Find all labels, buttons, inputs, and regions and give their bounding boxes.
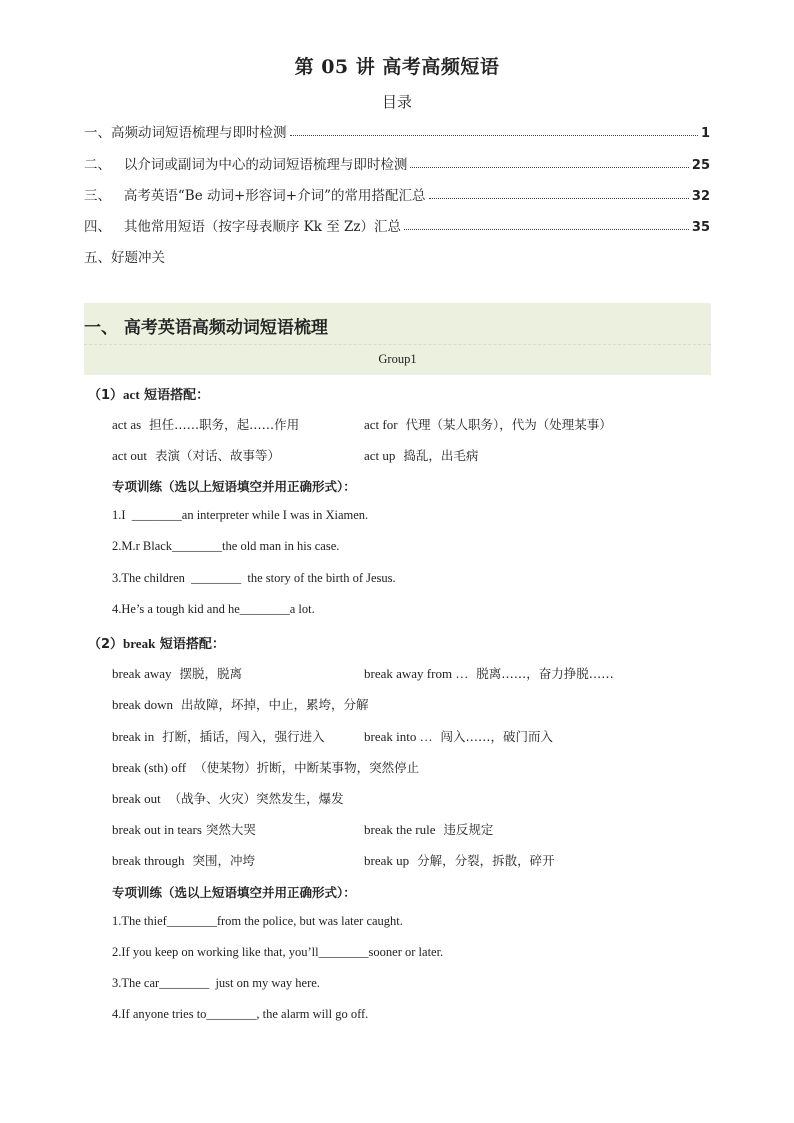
heading-word: act [123,387,140,402]
toc-item[interactable] [84,121,710,141]
section-divider [84,344,711,345]
toc-leader-dots [410,167,689,168]
group-label: Group1 [378,352,417,366]
phrase-entry: break the rule 违反规定 [364,822,494,837]
phrase-entry: act up 捣乱，出毛病 [364,448,479,463]
toc-item-number: 五、 [84,250,111,266]
phrase-entry: break into … 闯入……，破门而入 [364,729,554,744]
heading-number: （2） [88,637,124,652]
toc-item-number: 二、 [84,157,124,173]
phrase-entry: act as 担任……职务，起……作用 [112,417,300,432]
toc-item-page: 25 [691,158,710,173]
toc-item[interactable] [84,215,710,235]
phrase-entry: break through 突围，冲垮 [112,853,256,868]
toc-item-page: 35 [691,220,710,235]
toc-item-page: 1 [700,126,710,141]
exercise-item: 1.The thief________from the police, but was later caught. [112,914,403,928]
toc-item-number: 三、 [84,188,124,204]
phrase-entry: break in 打断，插话，闯入，强行进入 [112,729,325,744]
toc-item-text: 高考英语“Be 动词+形容词+介词”的常用搭配汇总 [123,188,426,204]
phrase-entry: break away 摆脱，脱离 [112,666,243,681]
phrase-entry: break out （战争、火灾）突然发生，爆发 [112,791,344,806]
phrase-heading-act [88,384,209,403]
toc-item-text: 高频动词短语梳理与即时检测 [111,125,287,141]
toc-item-text: 好题冲关 [111,250,165,266]
phrase-entry: break away from … 脱离……，奋力挣脱…… [364,666,614,681]
toc-leader-dots [404,229,689,230]
toc-item-text: 以介词或副词为中心的动词短语梳理与即时检测 [123,157,408,173]
heading-rest: 短语搭配： [139,388,210,403]
toc-item-number: 一、 [84,125,111,141]
exercise-item: 2.If you keep on working like that, you’ll________sooner or later. [112,945,444,959]
exercise-item: 4.If anyone tries to________, the alarm will go off. [112,1007,369,1021]
exercise-item: 3.The car________ just on my way here. [112,976,320,990]
phrase-entry: break down 出故障，坏掉，中止，累垮，分解 [112,697,369,712]
drill-instruction: 专项训练（选以上短语填空并用正确形式）： [112,479,356,494]
exercise-item: 4.He’s a tough kid and he________a lot. [112,602,315,616]
heading-word: break [123,636,156,651]
exercise-item: 2.M.r Black________the old man in his case. [112,539,340,553]
phrase-entry: act for 代理（某人职务），代为（处理某事） [364,417,612,432]
toc-item-page: 32 [691,189,710,204]
toc-leader-dots [429,198,689,199]
toc-item[interactable] [84,184,710,204]
toc-item-number: 四、 [84,219,124,235]
toc-item[interactable] [84,153,710,173]
section-title: 一、 高考英语高频动词短语梳理 [84,318,328,338]
heading-number: （1） [88,388,124,403]
toc-item-text: 其他常用短语（按字母表顺序 Kk 至 Zz）汇总 [123,219,402,235]
exercise-item: 1.I ________an interpreter while I was in Xiamen. [112,508,369,522]
phrase-entry: break (sth) off （使某物）折断，中断某事物，突然停止 [112,760,420,775]
phrase-entry: break up 分解，分裂，拆散，碎开 [364,853,555,868]
page-title: 第 05 讲 高考高频短语 [294,56,500,78]
heading-rest: 短语搭配： [155,637,225,652]
toc-leader-dots [290,135,698,136]
phrase-entry: act out 表演（对话、故事等） [112,448,280,463]
phrase-heading-break [88,633,225,652]
exercise-item: 3.The children ________ the story of the birth of Jesus. [112,571,396,585]
toc-item[interactable] [84,246,710,266]
toc-heading: 目录 [381,93,412,111]
phrase-entry: break out in tears 突然大哭 [112,822,256,837]
drill-instruction: 专项训练（选以上短语填空并用正确形式）： [112,885,356,900]
